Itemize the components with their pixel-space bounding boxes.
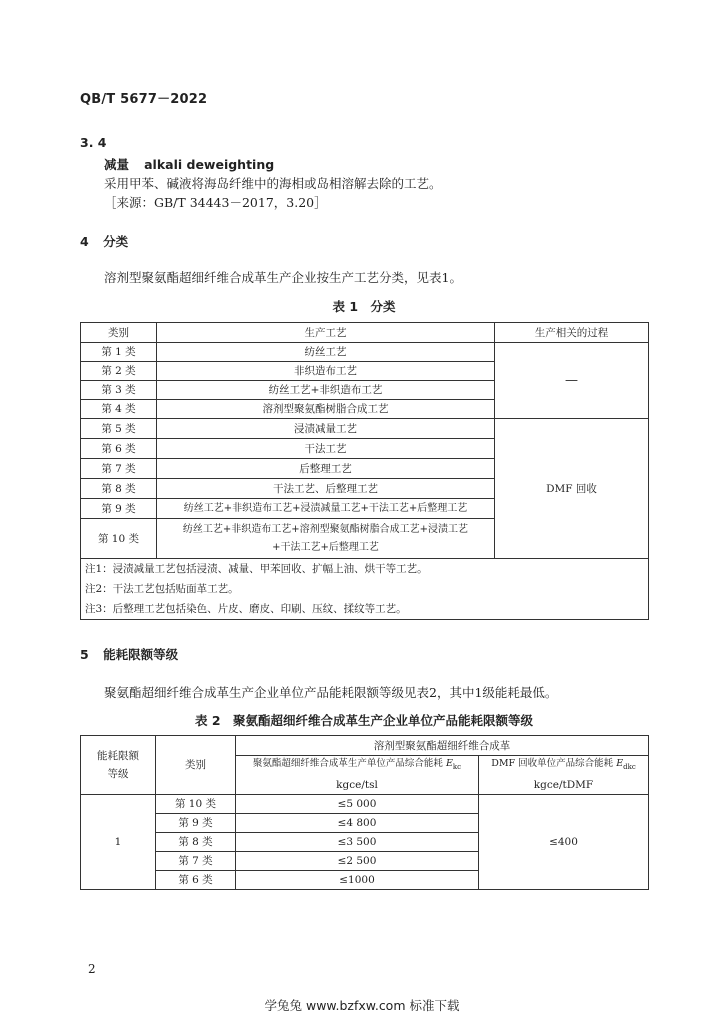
process-cell: 纺丝工艺+非织造布工艺+浸渍减量工艺+干法工艺+后整理工艺 bbox=[157, 499, 495, 519]
category-cell: 第 6 类 bbox=[81, 439, 157, 459]
process-cell: 溶剂型聚氨酯树脂合成工艺 bbox=[157, 400, 495, 419]
section-4-heading bbox=[80, 232, 128, 250]
table1-header-related: 生产相关的过程 bbox=[495, 323, 649, 343]
dmf-value-cell: ≤400 bbox=[479, 795, 649, 890]
category-cell: 第 2 类 bbox=[81, 362, 157, 381]
page-number: 2 bbox=[88, 962, 96, 976]
table1-note-2: 注2：干法工艺包括贴面革工艺。 bbox=[85, 583, 239, 595]
section-5-heading bbox=[80, 645, 178, 663]
term-definition: 采用甲苯、碱液将海岛纤维中的海相或岛相溶解去除的工艺。 bbox=[104, 176, 442, 191]
category-cell: 第 9 类 bbox=[81, 499, 157, 519]
table-row bbox=[81, 419, 649, 439]
term-en: alkali deweighting bbox=[144, 157, 275, 172]
category-cell: 第 10 类 bbox=[156, 795, 236, 814]
category-cell: 第 7 类 bbox=[156, 852, 236, 871]
term-heading bbox=[104, 154, 274, 173]
ekc-value-cell: ≤1000 bbox=[236, 871, 479, 890]
table2-header-group: 溶剂型聚氨酯超细纤维合成革 bbox=[236, 736, 649, 756]
section-4-title: 分类 bbox=[103, 234, 129, 249]
ekc-value-cell: ≤3 500 bbox=[236, 833, 479, 852]
watermark-footer: 学兔兔 www.bzfxw.com 标准下载 bbox=[264, 998, 460, 1013]
category-cell: 第 5 类 bbox=[81, 419, 157, 439]
category-cell: 第 7 类 bbox=[81, 459, 157, 479]
table2-header-edkc bbox=[479, 756, 649, 776]
process-cell: 纺丝工艺+非织造布工艺 bbox=[157, 381, 495, 400]
table1-notes bbox=[81, 559, 649, 620]
process-line-2: +干法工艺+后整理工艺 bbox=[272, 541, 379, 553]
section-4-number: 4 bbox=[80, 234, 89, 249]
table1-note-3: 注3：后整理工艺包括染色、片皮、磨皮、印刷、压纹、揉纹等工艺。 bbox=[85, 603, 407, 615]
related-process-dmf: DMF 回收 bbox=[495, 419, 649, 559]
table2-header-category: 类别 bbox=[156, 736, 236, 795]
term-source: ［来源：GB/T 34443－2017，3.20］ bbox=[104, 195, 327, 210]
table1-caption: 表 1 分类 bbox=[332, 299, 396, 314]
table2-header-row-1 bbox=[81, 736, 649, 756]
ekc-value-cell: ≤5 000 bbox=[236, 795, 479, 814]
category-cell: 第 1 类 bbox=[81, 343, 157, 362]
process-cell bbox=[157, 519, 495, 559]
table1-notes-row bbox=[81, 559, 649, 620]
header-grade-line-1: 能耗限额 bbox=[97, 750, 139, 762]
process-cell: 纺丝工艺 bbox=[157, 343, 495, 362]
table2-header-grade bbox=[81, 736, 156, 795]
header-edkc-var: E bbox=[616, 758, 624, 770]
section-3-4-number: 3. 4 bbox=[80, 135, 107, 150]
category-cell: 第 6 类 bbox=[156, 871, 236, 890]
table1 bbox=[80, 322, 649, 620]
table-row bbox=[81, 343, 649, 362]
section-5-title: 能耗限额等级 bbox=[103, 647, 179, 662]
ekc-value-cell: ≤4 800 bbox=[236, 814, 479, 833]
section-5-number: 5 bbox=[80, 647, 89, 662]
process-cell: 干法工艺 bbox=[157, 439, 495, 459]
table2-header-ekc-unit: kgce/tsl bbox=[236, 776, 479, 795]
process-cell: 后整理工艺 bbox=[157, 459, 495, 479]
ekc-value-cell: ≤2 500 bbox=[236, 852, 479, 871]
table2-caption: 表 2 聚氨酯超细纤维合成革生产企业单位产品能耗限额等级 bbox=[194, 713, 534, 728]
table2-header-edkc-unit: kgce/tDMF bbox=[479, 776, 649, 795]
process-cell: 干法工艺、后整理工艺 bbox=[157, 479, 495, 499]
header-edkc-sub: dkc bbox=[623, 763, 636, 772]
process-line-1: 纺丝工艺+非织造布工艺+溶剂型聚氨酯树脂合成工艺+浸渍工艺 bbox=[182, 523, 469, 535]
table1-header-category: 类别 bbox=[81, 323, 157, 343]
process-cell: 浸渍减量工艺 bbox=[157, 419, 495, 439]
header-grade-line-2: 等级 bbox=[107, 768, 129, 780]
section-4-text: 溶剂型聚氨酯超细纤维合成革生产企业按生产工艺分类，见表1。 bbox=[104, 270, 462, 285]
category-cell: 第 8 类 bbox=[156, 833, 236, 852]
related-process-dash: — bbox=[495, 343, 649, 419]
header-ekc-text: 聚氨酯超细纤维合成革生产单位产品综合能耗 bbox=[252, 758, 446, 770]
table1-note-1: 注1：浸渍减量工艺包括浸渍、减量、甲苯回收、扩幅上油、烘干等工艺。 bbox=[85, 563, 428, 575]
table2 bbox=[80, 735, 649, 890]
header-edkc-text: DMF 回收单位产品综合能耗 bbox=[491, 758, 617, 770]
term-cn: 减量 bbox=[104, 157, 130, 172]
table1-header-process: 生产工艺 bbox=[157, 323, 495, 343]
table2-header-ekc bbox=[236, 756, 479, 776]
standard-number-header: QB/T 5677－2022 bbox=[80, 92, 208, 107]
category-cell: 第 8 类 bbox=[81, 479, 157, 499]
category-cell: 第 9 类 bbox=[156, 814, 236, 833]
header-ekc-var: E bbox=[445, 758, 453, 770]
table-row bbox=[81, 795, 649, 814]
category-cell: 第 3 类 bbox=[81, 381, 157, 400]
section-5-text: 聚氨酯超细纤维合成革生产企业单位产品能耗限额等级见表2，其中1级能耗最低。 bbox=[104, 685, 558, 700]
process-cell: 非织造布工艺 bbox=[157, 362, 495, 381]
grade-cell: 1 bbox=[81, 795, 156, 890]
header-ekc-sub: kc bbox=[452, 763, 462, 772]
category-cell: 第 4 类 bbox=[81, 400, 157, 419]
table1-header-row bbox=[81, 323, 649, 343]
category-cell: 第 10 类 bbox=[81, 519, 157, 559]
